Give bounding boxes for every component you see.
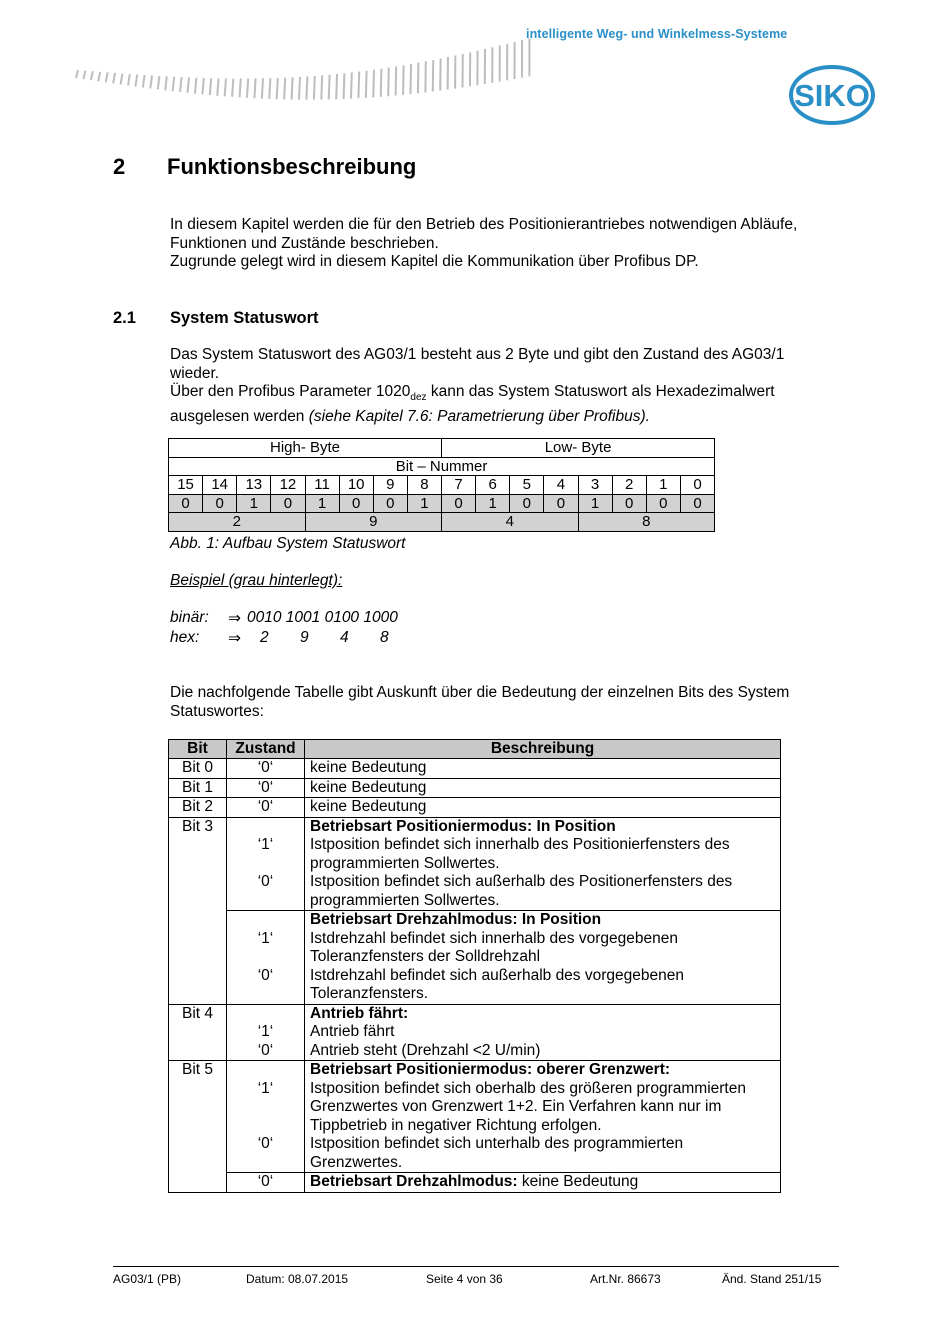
- decor-stroke: [306, 76, 307, 99]
- bit-value-cell: 1: [237, 494, 271, 513]
- decor-stroke: [262, 78, 263, 98]
- decor-stroke: [143, 75, 145, 87]
- description-cell: keine Bedeutung: [305, 778, 781, 798]
- decor-stroke: [314, 76, 315, 100]
- col-header-state: Zustand: [227, 740, 305, 759]
- table-row: [169, 911, 781, 1005]
- desc-line: Istposition befindet sich außerhalb des Positionerfensters des: [310, 873, 733, 890]
- bit-value-cell: 0: [271, 494, 305, 513]
- decor-stroke: [83, 71, 85, 79]
- decor-stroke: [165, 76, 167, 90]
- para-text: kann das System Statuswort als Hexadezimalwert: [426, 383, 775, 400]
- example-binary-value: 0010 1001 0100 1000: [247, 609, 398, 626]
- example-hex-digit: 9: [300, 629, 309, 646]
- bit-index-cell: 4: [544, 476, 578, 495]
- bit-number-header: Bit – Nummer: [169, 457, 715, 476]
- description-cell: [305, 1061, 781, 1173]
- decor-stroke: [358, 72, 359, 99]
- description-cell: [305, 911, 781, 1005]
- decor-stroke: [210, 78, 211, 95]
- desc-line: Grenzwertes.: [310, 1153, 403, 1171]
- state-cell: ‘0‘: [227, 759, 305, 779]
- bit-index-cell: 8: [407, 476, 441, 495]
- decor-stroke: [284, 78, 285, 100]
- bit-structure-table: [168, 438, 715, 532]
- intro-line: Funktionen und Zustände beschrieben.: [170, 234, 439, 252]
- state-cell: [227, 817, 305, 911]
- desc-line: Istposition befindet sich unterhalb des programmierten: [310, 1135, 684, 1152]
- desc-line: Istdrehzahl befindet sich innerhalb des vorgegebenen: [310, 929, 678, 947]
- para-text: Über den Profibus Parameter 1020: [170, 383, 411, 400]
- intro-paragraph: [170, 216, 797, 272]
- bit-index-cell: 6: [476, 476, 510, 495]
- section-number: 2: [113, 154, 126, 179]
- bit-index-cell: 1: [646, 476, 680, 495]
- bit-index-cell: 2: [612, 476, 646, 495]
- section-title: Funktionsbeschreibung: [167, 154, 417, 179]
- decor-stroke: [76, 70, 78, 78]
- footer-revision: Änd. Stand 251/15: [722, 1272, 822, 1286]
- hex-cell: 8: [578, 513, 715, 532]
- hex-cell: 2: [169, 513, 306, 532]
- bit-value-row: [169, 494, 715, 513]
- decor-stroke: [173, 77, 175, 91]
- bit-value-cell: 0: [510, 494, 544, 513]
- bit-value-cell: 1: [407, 494, 441, 513]
- bit-value-cell: 0: [544, 494, 578, 513]
- para-text: ausgelesen werden: [170, 407, 309, 425]
- bit-value-cell: 1: [578, 494, 612, 513]
- description-cell: [305, 1173, 781, 1193]
- figure-caption: Abb. 1: Aufbau System Statuswort: [170, 535, 406, 552]
- bit-value-cell: 0: [646, 494, 680, 513]
- bit-value-cell: 0: [442, 494, 476, 513]
- desc-line: Tippbetrieb in negativer Richtung erfolgen.: [310, 1116, 602, 1134]
- table-row: [169, 1004, 781, 1061]
- decor-stroke: [180, 77, 182, 92]
- decor-stroke: [336, 74, 337, 99]
- decor-stroke: [254, 78, 255, 98]
- hex-cell: 9: [305, 513, 442, 532]
- para-line: [170, 383, 784, 408]
- low-byte-header: Low- Byte: [442, 439, 715, 458]
- decor-stroke: [388, 68, 389, 97]
- state-value: ‘1‘: [257, 1079, 274, 1097]
- bit-index-cell: 3: [578, 476, 612, 495]
- para-line: Statuswortes:: [170, 702, 264, 720]
- desc-line: Istposition befindet sich oberhalb des größeren programmierten: [310, 1079, 746, 1097]
- intro-line: In diesem Kapitel werden die für den Betrieb des Positionierantriebes notwendigen Abläufe,: [170, 216, 798, 233]
- decor-stroke: [202, 78, 203, 94]
- description-cell: [305, 1004, 781, 1061]
- bit-cell: Bit 1: [169, 778, 227, 798]
- decor-stroke: [366, 71, 367, 98]
- bit-index-cell: 10: [339, 476, 373, 495]
- bit-index-cell: 11: [305, 476, 339, 495]
- state-cell: ‘0‘: [227, 798, 305, 818]
- decor-stroke: [217, 78, 218, 95]
- footer-date: Datum: 08.07.2015: [246, 1272, 349, 1286]
- byte-header-row: [169, 439, 715, 458]
- siko-logo: [788, 64, 876, 126]
- high-byte-header: High- Byte: [169, 439, 442, 458]
- bit-number-header-row: [169, 457, 715, 476]
- bit-cell: Bit 2: [169, 798, 227, 818]
- bit-cell: Bit 3: [169, 817, 227, 911]
- hex-row: [169, 513, 715, 532]
- state-value: ‘1‘: [257, 836, 274, 853]
- bit-value-cell: 0: [680, 494, 714, 513]
- example-hex-label: hex:: [170, 629, 200, 646]
- decor-stroke: [321, 75, 322, 99]
- table-row: [169, 798, 781, 818]
- subsection-number: 2.1: [113, 309, 136, 327]
- bit-index-cell: 5: [510, 476, 544, 495]
- desc-line: programmierten Sollwertes.: [310, 891, 500, 909]
- svg-text:SIKO: SIKO: [794, 78, 870, 113]
- footer-divider: [113, 1266, 839, 1267]
- decor-stroke: [113, 73, 115, 83]
- desc-line: programmierten Sollwertes.: [310, 854, 500, 872]
- bit-cell-empty: [169, 1173, 227, 1193]
- state-cell: [227, 1061, 305, 1173]
- statusword-paragraph: [170, 346, 784, 426]
- mode-title: Betriebsart Positioniermodus: In Position: [310, 817, 616, 835]
- bit-description-table: [168, 739, 781, 1193]
- decor-stroke: [247, 79, 248, 98]
- example-hex-digit: 4: [340, 629, 349, 646]
- table-row: [169, 817, 781, 911]
- decor-stroke: [373, 70, 374, 98]
- implies-arrow-icon: ⇒: [228, 630, 241, 647]
- example-hex-digit: 2: [260, 629, 269, 646]
- intro-line: Zugrunde gelegt wird in diesem Kapitel die Kommunikation über Profibus DP.: [170, 253, 699, 270]
- decor-stroke: [410, 64, 411, 94]
- decor-stroke: [158, 76, 160, 89]
- state-value: ‘0‘: [257, 1041, 274, 1059]
- desc-line: Istdrehzahl befindet sich außerhalb des vorgegebenen: [310, 966, 684, 984]
- table-intro: [170, 684, 789, 721]
- bit-index-cell: 7: [442, 476, 476, 495]
- mode-title: Betriebsart Drehzahlmodus: In Position: [310, 911, 602, 928]
- subsection-title: System Statuswort: [170, 309, 319, 327]
- bit-index-row: [169, 476, 715, 495]
- description-cell: [305, 817, 781, 911]
- desc-text: keine Bedeutung: [517, 1173, 639, 1190]
- bit-value-cell: 1: [305, 494, 339, 513]
- example-title: Beispiel (grau hinterlegt):: [170, 572, 343, 589]
- bit-value-cell: 1: [476, 494, 510, 513]
- para-line: Das System Statuswort des AG03/1 besteht aus 2 Byte und gibt den Zustand des AG03/1: [170, 346, 785, 363]
- decor-stroke: [106, 72, 108, 82]
- decor-stroke: [187, 77, 189, 92]
- example-binary-label: binär:: [170, 609, 209, 626]
- bit-cell-empty: [169, 911, 227, 1005]
- decor-stroke: [299, 77, 300, 100]
- bit-index-cell: 14: [203, 476, 237, 495]
- footer-article-number: Art.Nr. 86673: [590, 1272, 661, 1286]
- decor-stroke: [381, 69, 382, 97]
- decor-stroke: [344, 73, 345, 99]
- bit-index-cell: 12: [271, 476, 305, 495]
- mode-title: Antrieb fährt:: [310, 1004, 409, 1022]
- state-cell: ‘0‘: [227, 1173, 305, 1193]
- desc-line: Toleranzfensters der Solldrehzahl: [310, 948, 541, 965]
- state-value: ‘1‘: [257, 929, 274, 947]
- table-header-row: [169, 740, 781, 759]
- state-cell: ‘0‘: [227, 778, 305, 798]
- col-header-description: Beschreibung: [305, 740, 781, 759]
- para-line: [170, 408, 784, 427]
- desc-line: Toleranzfensters.: [310, 985, 429, 1002]
- desc-line: Antrieb steht (Drehzahl <2 U/min): [310, 1041, 541, 1059]
- decor-stroke: [135, 75, 137, 87]
- description-cell: keine Bedeutung: [305, 759, 781, 779]
- decor-stroke: [403, 65, 404, 95]
- para-line: Die nachfolgende Tabelle gibt Auskunft über die Bedeutung der einzelnen Bits des System: [170, 684, 790, 701]
- bit-cell: Bit 4: [169, 1004, 227, 1061]
- hex-cell: 4: [442, 513, 579, 532]
- decor-stroke: [269, 78, 270, 99]
- decor-stroke: [150, 76, 152, 89]
- bit-value-cell: 0: [169, 494, 203, 513]
- table-row: [169, 1173, 781, 1193]
- mode-title: Betriebsart Positioniermodus: oberer Grenzwert:: [310, 1061, 671, 1078]
- decor-stroke: [121, 73, 123, 84]
- decor-stroke: [351, 72, 352, 98]
- table-row: [169, 778, 781, 798]
- header-decoration: [70, 0, 540, 115]
- mode-title: Betriebsart Drehzahlmodus:: [310, 1173, 518, 1190]
- decor-stroke: [98, 72, 100, 81]
- bit-index-cell: 13: [237, 476, 271, 495]
- col-header-bit: Bit: [169, 740, 227, 759]
- desc-line: Grenzwertes von Grenzwert 1+2. Ein Verfahren kann nur im: [310, 1098, 722, 1115]
- bit-value-cell: 0: [373, 494, 407, 513]
- desc-line: Antrieb fährt: [310, 1023, 395, 1040]
- footer-page: Seite 4 von 36: [426, 1272, 503, 1286]
- decor-stroke: [225, 78, 226, 96]
- bit-value-cell: 0: [612, 494, 646, 513]
- bit-value-cell: 0: [339, 494, 373, 513]
- desc-line: Istposition befindet sich innerhalb des Positionierfensters des: [310, 836, 730, 853]
- decor-stroke: [128, 74, 130, 85]
- table-row: [169, 1061, 781, 1173]
- bit-cell: Bit 0: [169, 759, 227, 779]
- bit-index-cell: 15: [169, 476, 203, 495]
- footer-document: AG03/1 (PB): [113, 1272, 182, 1286]
- decor-stroke: [195, 78, 196, 94]
- subscript-dez: dez: [410, 392, 427, 404]
- table-row: [169, 759, 781, 779]
- decor-stroke: [240, 79, 241, 98]
- decor-stroke: [91, 71, 93, 80]
- decor-stroke: [329, 75, 330, 100]
- company-tagline: intelligente Weg- und Winkelmess-Systeme: [526, 27, 788, 41]
- implies-arrow-icon: ⇒: [228, 610, 241, 627]
- decor-stroke: [232, 79, 233, 97]
- decor-stroke: [396, 66, 397, 95]
- example-hex-digit: 8: [380, 629, 389, 646]
- para-line: wieder.: [170, 364, 220, 382]
- bit-index-cell: 0: [680, 476, 714, 495]
- bit-value-cell: 0: [203, 494, 237, 513]
- bit-index-cell: 9: [373, 476, 407, 495]
- bit-cell: Bit 5: [169, 1061, 227, 1173]
- state-value: ‘0‘: [257, 966, 274, 984]
- description-cell: keine Bedeutung: [305, 798, 781, 818]
- state-value: ‘1‘: [257, 1023, 274, 1040]
- state-cell: [227, 1004, 305, 1061]
- state-value: ‘0‘: [257, 873, 274, 890]
- state-cell: [227, 911, 305, 1005]
- state-value: ‘0‘: [257, 1135, 274, 1152]
- decor-stroke: [277, 78, 278, 99]
- chapter-reference: (siehe Kapitel 7.6: Parametrierung über Profibus).: [308, 407, 650, 425]
- decor-stroke: [292, 77, 293, 99]
